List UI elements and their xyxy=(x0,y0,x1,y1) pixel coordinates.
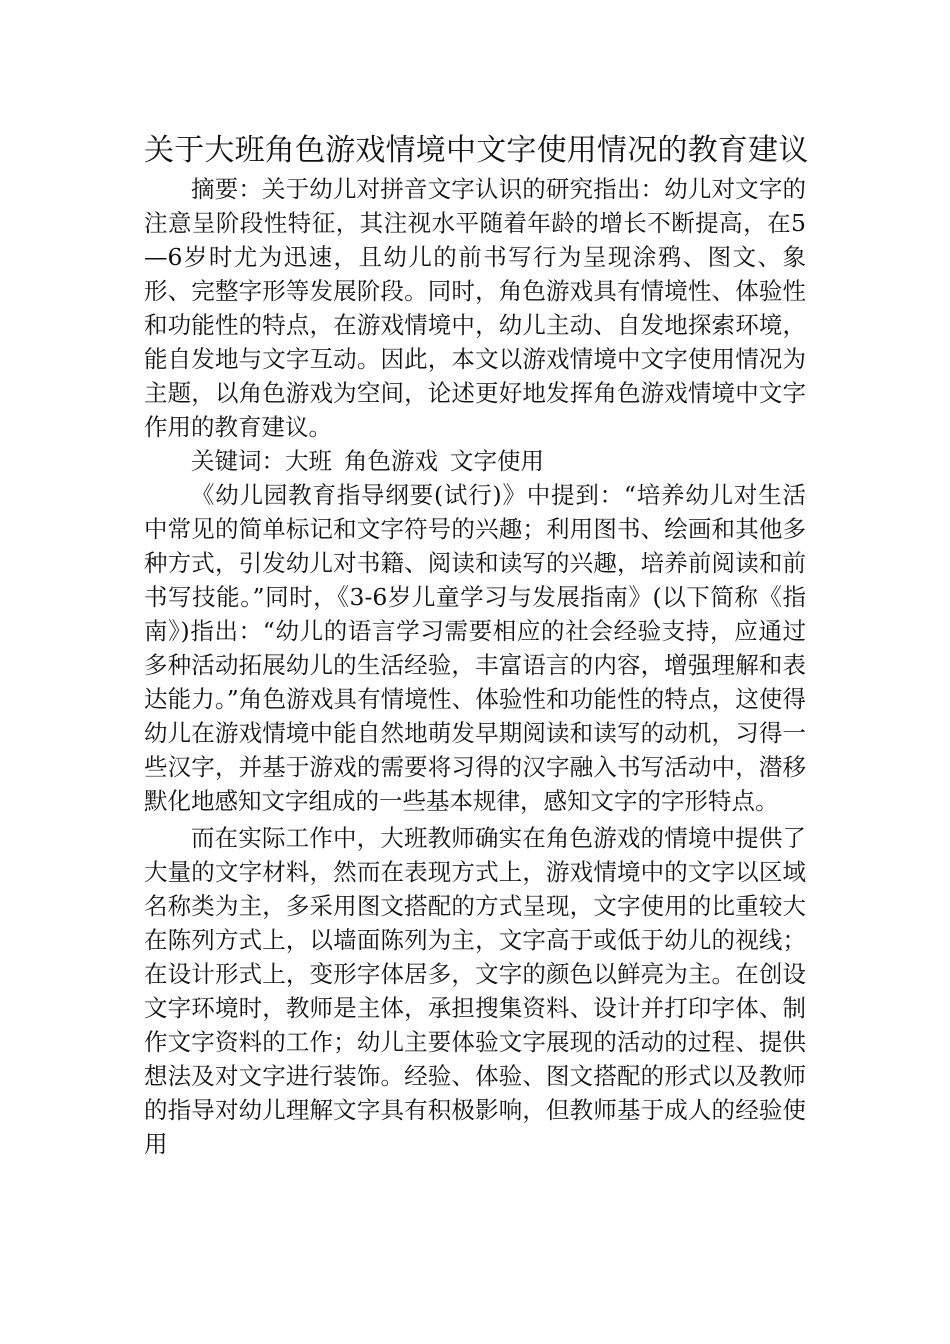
body-paragraph: 《幼儿园教育指导纲要(试行)》中提到：“培养幼儿对生活中常见的简单标记和文字符号的兴趣；利用图书、绘画和其他多种方式，引发幼儿对书籍、阅读和读写的兴趣，培养前阅读和前书写技能。”同时，《3-6岁儿童学习与发展指南》(以下简称《指南》)指出：“幼儿的语言学习需要相应的社会经验支持，应通过多种活动拓展幼儿的生活经验，丰富语言的内容，增强理解和表达能力。”角色游戏具有情境性、体验性和功能性的特点，这使得幼儿在游戏情境中能自然地萌发早期阅读和读写的动机，习得一些汉字，并基于游戏的需要将习得的汉字融入书写活动中，潜移默化地感知文字组成的一些基本规律，感知文字的字形特点。 xyxy=(144,481,806,815)
keyword-term: 大班 xyxy=(285,447,332,475)
document-body xyxy=(144,172,806,1161)
abstract-paragraph: 摘要：关于幼儿对拼音文字认识的研究指出：幼儿对文字的注意呈阶段性特征，其注视水平随着年龄的增长不断提高，在5—6岁时尤为迅速，且幼儿的前书写行为呈现涂鸦、图文、象形、完整字形等发展阶段。同时，角色游戏具有情境性、体验性和功能性的特点，在游戏情境中，幼儿主动、自发地探索环境，能自发地与文字互动。因此，本文以游戏情境中文字使用情况为主题，以角色游戏为空间，论述更好地发挥角色游戏情境中文字作用的教育建议。 xyxy=(144,175,806,441)
keyword-term: 文字使用 xyxy=(450,447,544,475)
body-paragraph: 而在实际工作中，大班教师确实在角色游戏的情境中提供了大量的文字材料，然而在表现方式上，游戏情境中的文字以区域名称类为主，多采用图文搭配的方式呈现，文字使用的比重较大在陈列方式上，以墙面陈列为主，文字高于或低于幼儿的视线；在设计形式上，变形字体居多，文字的颜色以鲜亮为主。在创设文字环境时，教师是主体，承担搜集资料、设计并打印字体、制作文字资料的工作；幼儿主要体验文字展现的活动的过程、提供想法及对文字进行装饰。经验、体验、图文搭配的形式以及教师的指导对幼儿理解文字具有积极影响，但教师基于成人的经验使用 xyxy=(144,824,806,1158)
keywords-label: 关键词： xyxy=(191,447,285,475)
keyword-term: 角色游戏 xyxy=(344,447,438,475)
document-title: 关于大班角色游戏情境中文字使用情况的教育建议 xyxy=(144,133,809,168)
keywords-line xyxy=(144,444,806,478)
